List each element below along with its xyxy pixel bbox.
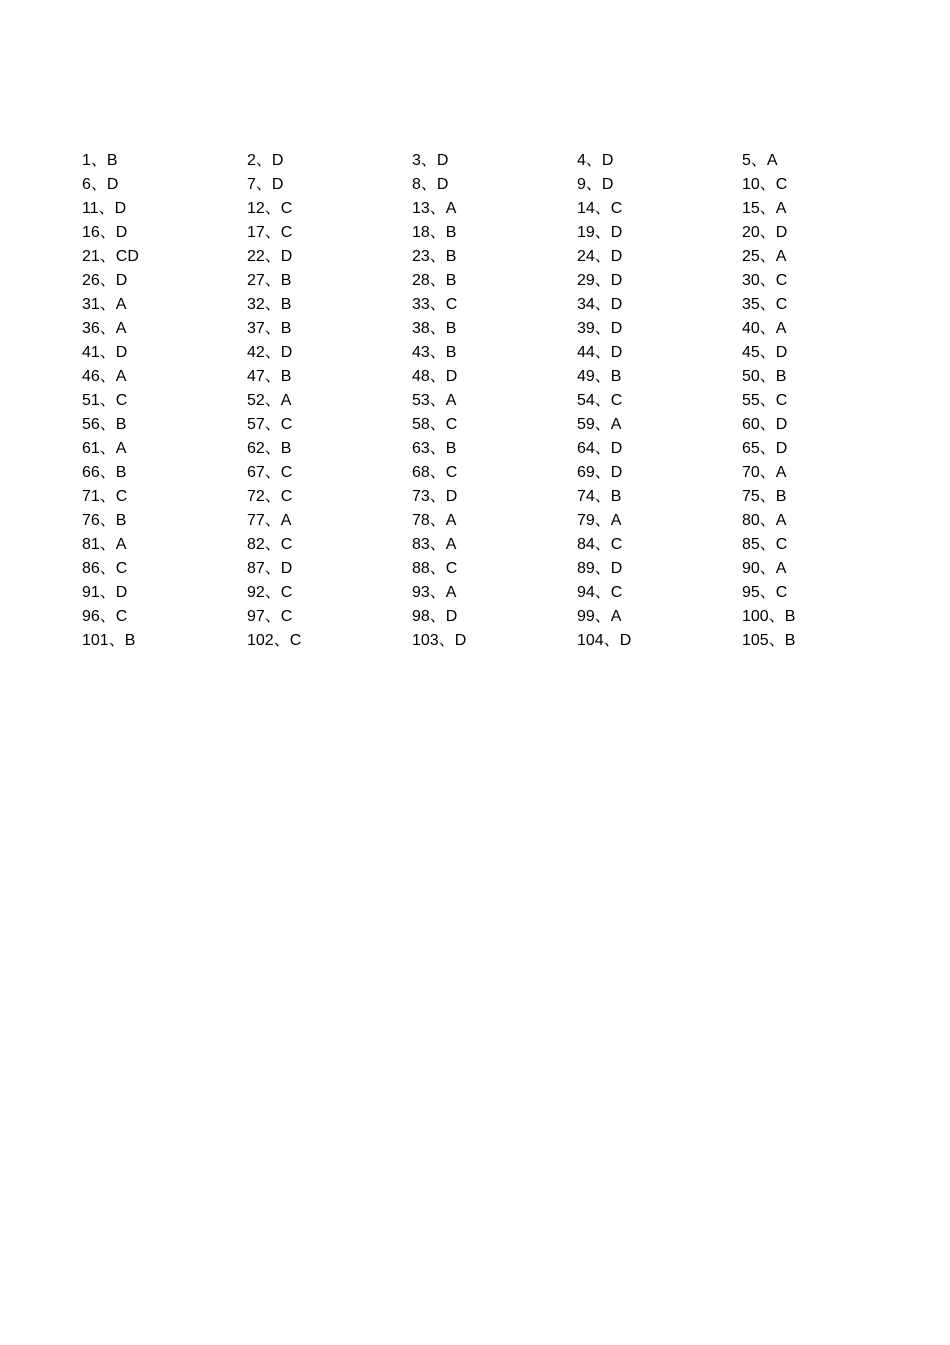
answer-item: 7、D	[247, 176, 284, 193]
answer-item: 24、D	[577, 248, 623, 265]
answer-item: 54、C	[577, 392, 623, 409]
answer-item: 77、A	[247, 512, 292, 529]
answer-item: 39、D	[577, 320, 623, 337]
answer-item: 33、C	[412, 296, 458, 313]
answer-item: 34、D	[577, 296, 623, 313]
answer-item: 79、A	[577, 512, 622, 529]
answer-item: 48、D	[412, 368, 458, 385]
answer-item: 45、D	[742, 344, 788, 361]
answer-item: 21、CD	[82, 248, 139, 265]
answer-item: 58、C	[412, 416, 458, 433]
answer-item: 12、C	[247, 200, 293, 217]
answer-item: 42、D	[247, 344, 293, 361]
answer-item: 76、B	[82, 512, 127, 529]
answer-item: 26、D	[82, 272, 128, 289]
answer-item: 10、C	[742, 176, 788, 193]
answer-item: 5、A	[742, 152, 778, 169]
answer-item: 98、D	[412, 608, 458, 625]
answer-item: 29、D	[577, 272, 623, 289]
answer-item: 50、B	[742, 368, 787, 385]
answer-item: 68、C	[412, 464, 458, 481]
answer-item: 44、D	[577, 344, 623, 361]
answer-item: 96、C	[82, 608, 128, 625]
answer-item: 17、C	[247, 224, 293, 241]
answer-item: 13、A	[412, 200, 457, 217]
answer-item: 69、D	[577, 464, 623, 481]
answer-item: 75、B	[742, 488, 787, 505]
answer-item: 97、C	[247, 608, 293, 625]
answer-item: 65、D	[742, 440, 788, 457]
answer-item: 19、D	[577, 224, 623, 241]
answer-item: 3、D	[412, 152, 449, 169]
answer-item: 35、C	[742, 296, 788, 313]
answer-item: 87、D	[247, 560, 293, 577]
answer-item: 92、C	[247, 584, 293, 601]
answer-item: 95、C	[742, 584, 788, 601]
answer-item: 56、B	[82, 416, 127, 433]
answer-item: 9、D	[577, 176, 614, 193]
answer-item: 8、D	[412, 176, 449, 193]
answer-item: 31、A	[82, 296, 127, 313]
answer-item: 52、A	[247, 392, 292, 409]
answer-item: 72、C	[247, 488, 293, 505]
answer-item: 86、C	[82, 560, 128, 577]
answer-item: 47、B	[247, 368, 292, 385]
answer-item: 43、B	[412, 344, 457, 361]
answer-item: 84、C	[577, 536, 623, 553]
answer-item: 30、C	[742, 272, 788, 289]
answer-item: 28、B	[412, 272, 457, 289]
answer-item: 15、A	[742, 200, 787, 217]
answer-key-grid	[82, 149, 912, 653]
answer-item: 81、A	[82, 536, 127, 553]
answer-item: 83、A	[412, 536, 457, 553]
answer-item: 94、C	[577, 584, 623, 601]
answer-item: 67、C	[247, 464, 293, 481]
answer-item: 25、A	[742, 248, 787, 265]
answer-item: 93、A	[412, 584, 457, 601]
answer-item: 90、A	[742, 560, 787, 577]
answer-item: 61、A	[82, 440, 127, 457]
answer-item: 55、C	[742, 392, 788, 409]
answer-item: 18、B	[412, 224, 457, 241]
answer-item: 23、B	[412, 248, 457, 265]
answer-item: 89、D	[577, 560, 623, 577]
answer-item: 105、B	[742, 632, 796, 649]
answer-item: 102、C	[247, 632, 302, 649]
answer-item: 14、C	[577, 200, 623, 217]
answer-item: 62、B	[247, 440, 292, 457]
answer-item: 78、A	[412, 512, 457, 529]
answer-item: 59、A	[577, 416, 622, 433]
answer-item: 57、C	[247, 416, 293, 433]
answer-item: 16、D	[82, 224, 128, 241]
answer-item: 101、B	[82, 632, 136, 649]
answer-item: 22、D	[247, 248, 293, 265]
answer-item: 73、D	[412, 488, 458, 505]
answer-item: 66、B	[82, 464, 127, 481]
answer-item: 20、D	[742, 224, 788, 241]
answer-item: 82、C	[247, 536, 293, 553]
answer-item: 91、D	[82, 584, 128, 601]
answer-item: 71、C	[82, 488, 128, 505]
answer-item: 32、B	[247, 296, 292, 313]
answer-item: 74、B	[577, 488, 622, 505]
answer-item: 88、C	[412, 560, 458, 577]
answer-item: 99、A	[577, 608, 622, 625]
answer-item: 85、C	[742, 536, 788, 553]
answer-item: 1、B	[82, 152, 118, 169]
answer-item: 49、B	[577, 368, 622, 385]
answer-item: 40、A	[742, 320, 787, 337]
answer-item: 63、B	[412, 440, 457, 457]
answer-item: 46、A	[82, 368, 127, 385]
answer-item: 27、B	[247, 272, 292, 289]
answer-item: 4、D	[577, 152, 614, 169]
answer-item: 103、D	[412, 632, 467, 649]
answer-item: 6、D	[82, 176, 119, 193]
answer-item: 80、A	[742, 512, 787, 529]
answer-item: 2、D	[247, 152, 284, 169]
answer-item: 41、D	[82, 344, 128, 361]
answer-item: 104、D	[577, 632, 632, 649]
answer-item: 64、D	[577, 440, 623, 457]
answer-item: 38、B	[412, 320, 457, 337]
answer-item: 51、C	[82, 392, 128, 409]
answer-item: 60、D	[742, 416, 788, 433]
answer-item: 70、A	[742, 464, 787, 481]
answer-item: 53、A	[412, 392, 457, 409]
answer-item: 11、D	[82, 200, 127, 217]
answer-item: 36、A	[82, 320, 127, 337]
answer-item: 100、B	[742, 608, 796, 625]
answer-item: 37、B	[247, 320, 292, 337]
